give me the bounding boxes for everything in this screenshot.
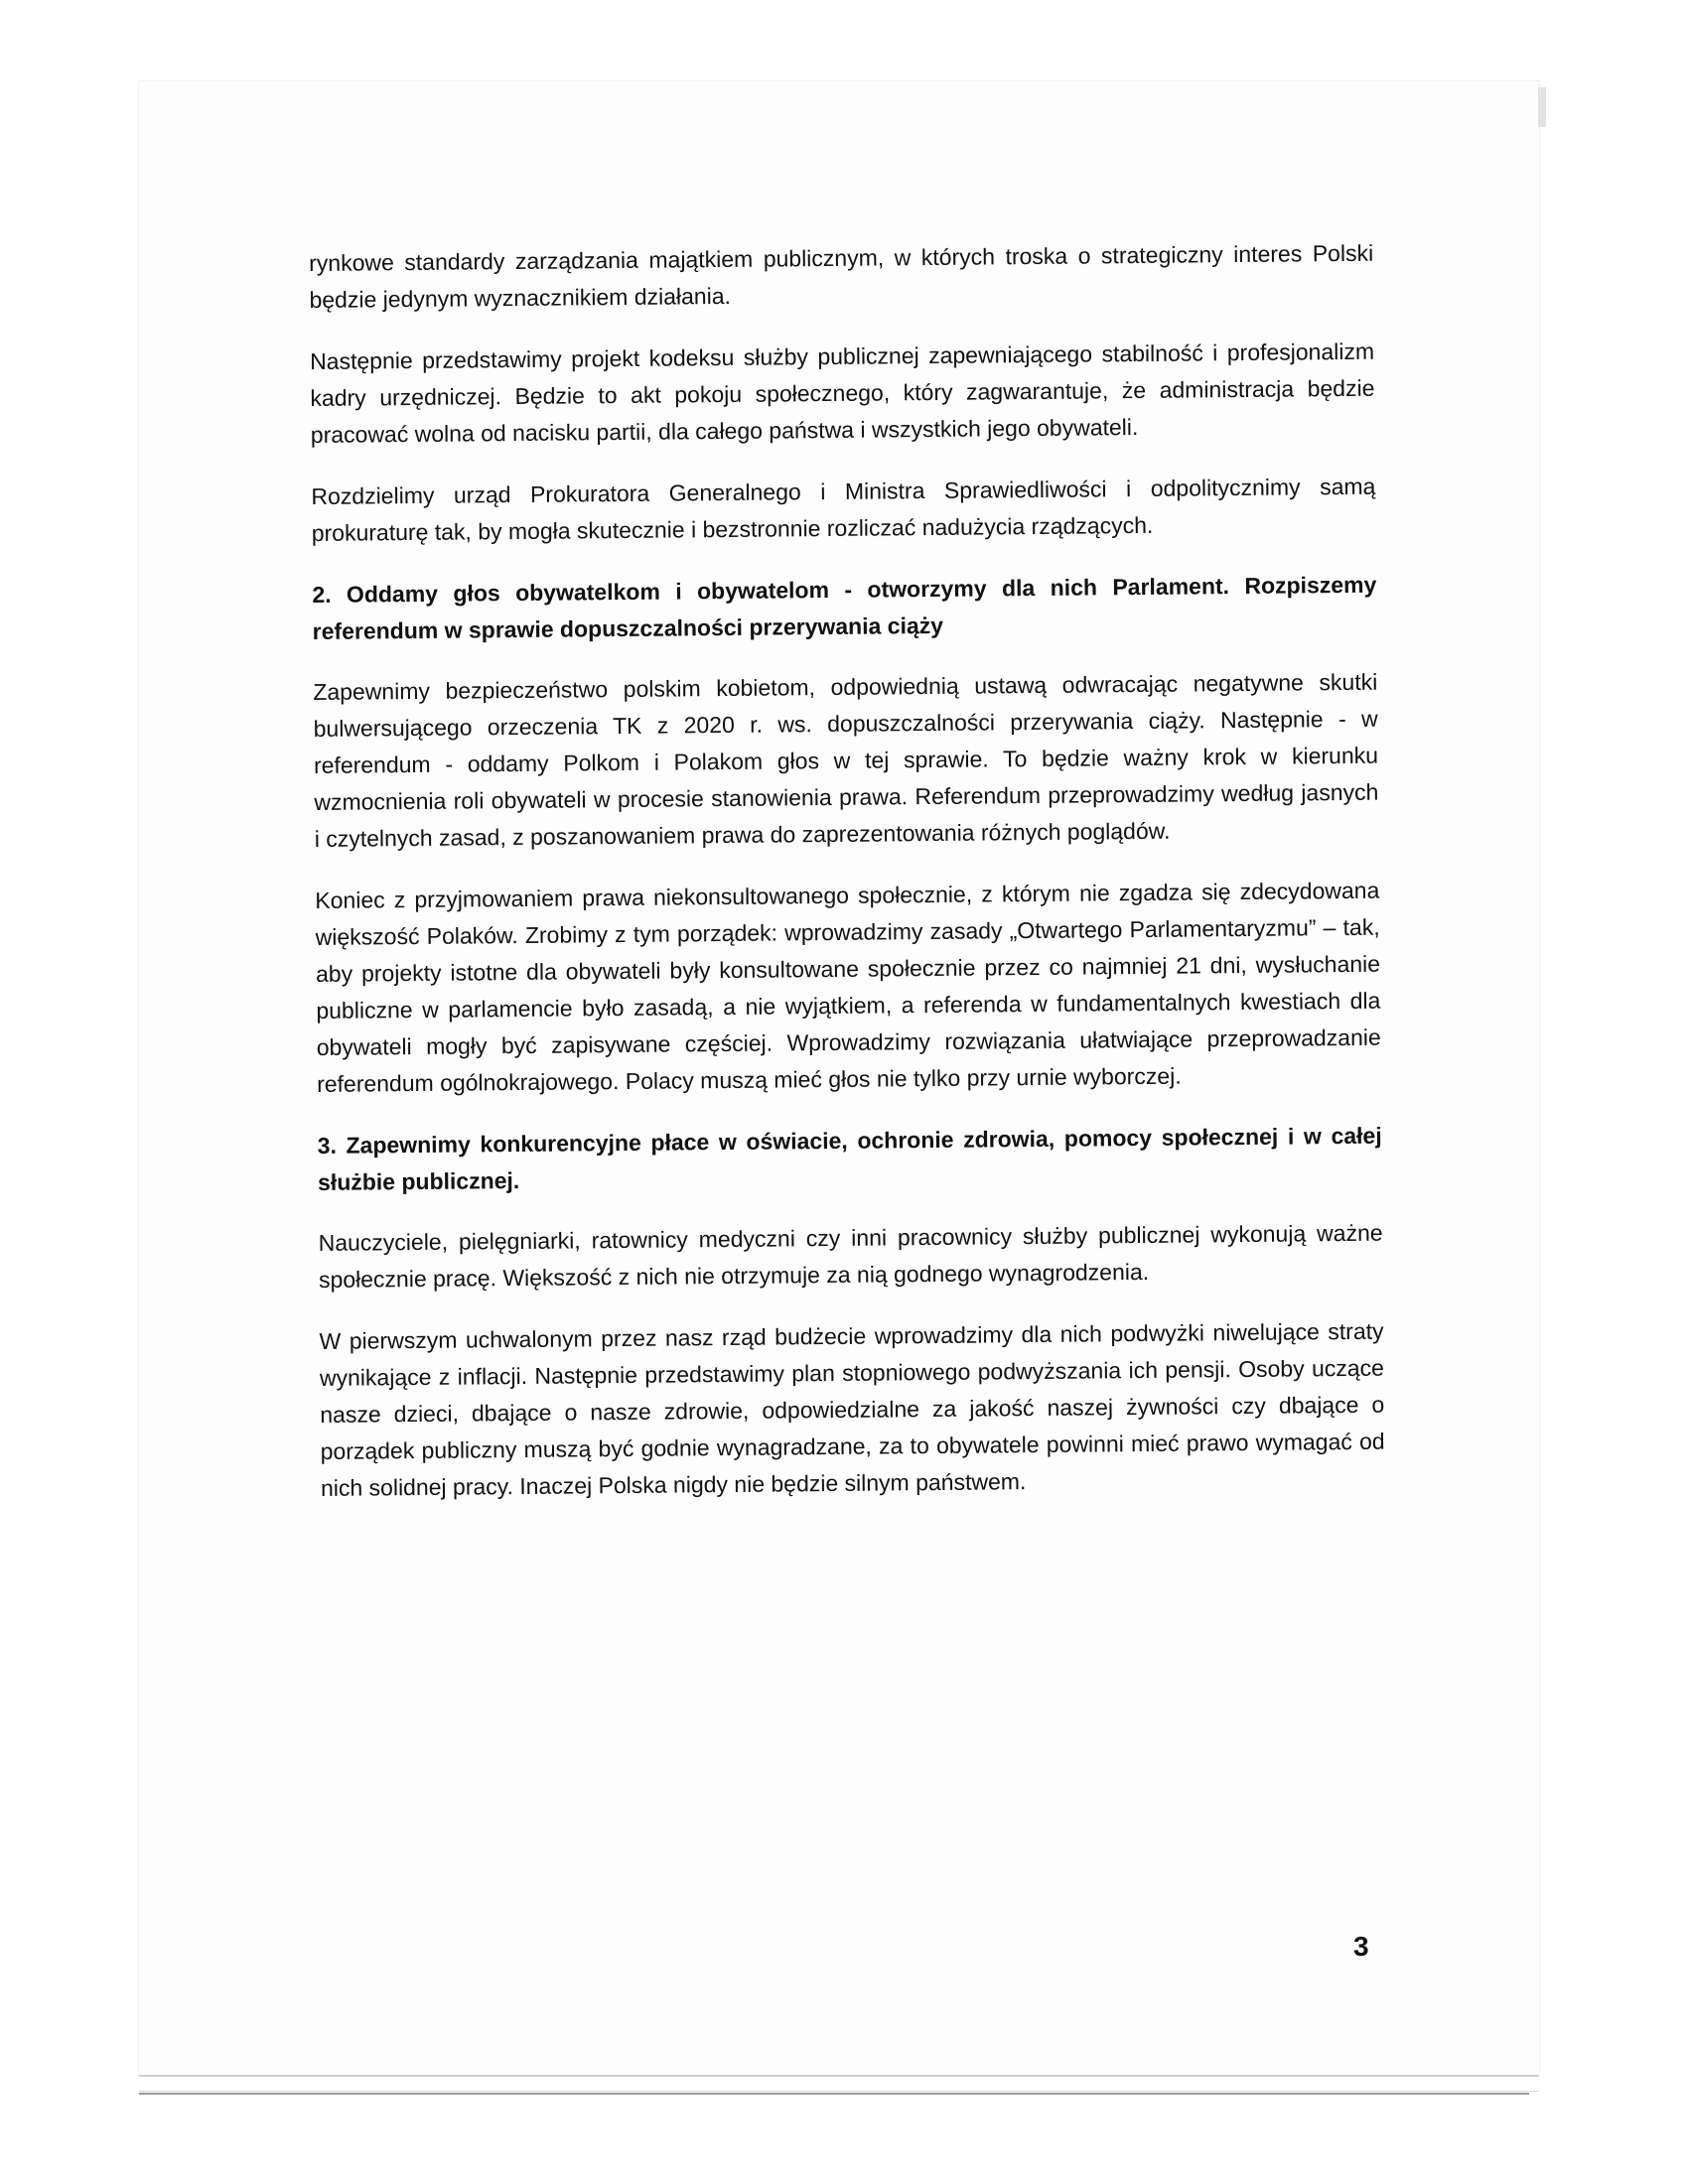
page-number: 3 — [1353, 1931, 1369, 1962]
paper-edge-shadow — [139, 2093, 1529, 2095]
paper-edge — [1538, 87, 1546, 127]
paragraph: W pierwszym uchwalonym przez nasz rząd budżecie wprowadzimy dla nich podwyżki niwelujące straty wynikające z inflacji. Następnie przedstawimy plan stopniowego podwyższania ich pensji. Osoby uczące nasze dzieci, dbające o nasze zdrowie, odpowiedzialne za jakość naszej żywności czy dbające o porządek publiczny muszą być godnie wynagradzane, za to obywatele powinni mieć prawo wymagać od nich solidnej pracy. Inaczej Polska nigdy nie będzie silnym państwem. — [319, 1317, 1385, 1501]
section-heading: 2. Oddamy głos obywatelkom i obywatelom - otworzymy dla nich Parlament. Rozpiszemy referendum w sprawie dopuszczalności przerywania ciąży — [312, 571, 1377, 644]
section-heading: 3. Zapewnimy konkurencyjne płace w oświacie, ochronie zdrowia, pomocy społecznej i w całej służbie publicznej. — [317, 1122, 1382, 1195]
paragraph: Koniec z przyjmowaniem prawa niekonsultowanego społecznie, z którym nie zgadza się zdecydowana większość Polaków. Zrobimy z tym porządek: wprowadzimy zasady „Otwartego Parlamentaryzmu” – tak, aby projekty istotne dla obywateli były konsultowane społecznie przez co najmniej 21 dni, wysłuchanie publiczne w parlamencie było zasadą, a nie wyjątkiem, a referenda w fundamentalnych kwestiach dla obywateli mogły być zapisywane częściej. Wprowadzimy rozwiązania ułatwiające przeprowadzanie referendum ogólnokrajowego. Polacy muszą mieć głos nie tylko przy urnie wyborczej. — [315, 877, 1381, 1097]
paper-edge-bottom — [139, 2075, 1539, 2092]
paragraph: Rozdzielimy urząd Prokuratora Generalnego i Ministra Sprawiedliwości i odpolitycznimy samą prokuraturę tak, by mogła skutecznie i bezstronnie rozliczać nadużycia rządzących. — [311, 473, 1376, 546]
document-body — [309, 235, 1385, 1532]
paragraph: Zapewnimy bezpieczeństwo polskim kobietom, odpowiednią ustawą odwracając negatywne skutki bulwersującego orzeczenia TK z 2020 r. ws. dopuszczalności przerywania ciąży. Następnie - w referendum - oddamy Polkom i Polakom głos w tej sprawie. To będzie ważny krok w kierunku wzmocnienia roli obywateli w procesie stanowienia prawa. Referendum przeprowadzimy według jasnych i czytelnych zasad, z poszanowaniem prawa do zaprezentowania różnych poglądów. — [313, 668, 1379, 852]
paragraph: rynkowe standardy zarządzania majątkiem publicznym, w których troska o strategiczny interes Polski będzie jedynym wyznacznikiem działania. — [309, 239, 1374, 313]
paragraph: Następnie przedstawimy projekt kodeksu służby publicznej zapewniającego stabilność i profesjonalizm kadry urzędniczej. Będzie to akt pokoju społecznego, który zagwarantuje, że administracja będzie pracować wolna od nacisku partii, dla całego państwa i wszystkich jego obywateli. — [309, 338, 1375, 448]
paragraph: Nauczyciele, pielęgniarki, ratownicy medyczni czy inni pracownicy służby publicznej wykonują ważne społecznie pracę. Większość z nich nie otrzymuje za nią godnego wynagrodzenia. — [318, 1219, 1383, 1293]
